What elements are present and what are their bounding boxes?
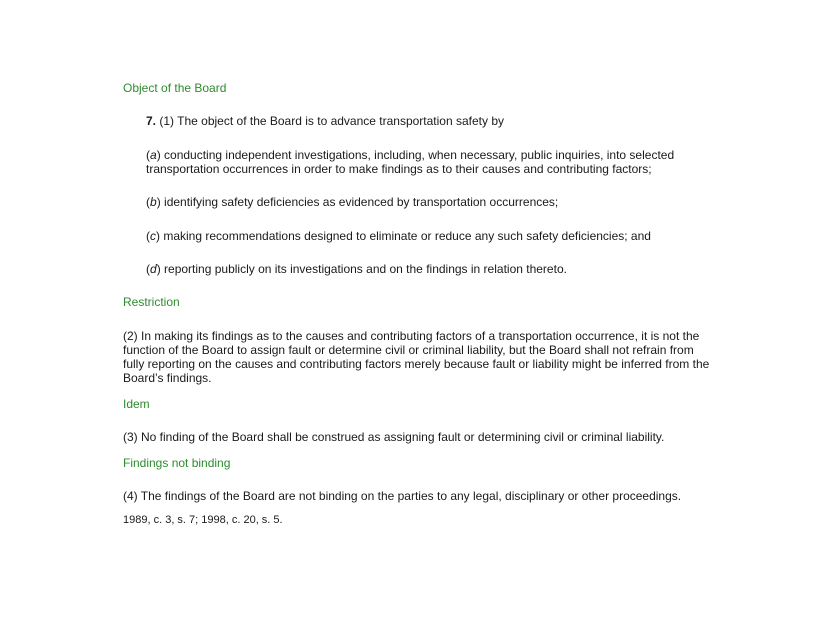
- subsection-4: (4) The findings of the Board are not binding on the parties to any legal, disciplinary or other proceedings.: [123, 489, 682, 503]
- heading-restriction: Restriction: [123, 295, 180, 309]
- heading-idem: Idem: [123, 397, 150, 411]
- subsection-1-text: The object of the Board is to advance transportation safety by: [177, 114, 505, 128]
- subsection-1-lead: [146, 114, 716, 128]
- paragraph-text: making recommendations designed to eliminate or reduce any such safety deficiencies; and: [163, 229, 651, 243]
- paragraph-text: identifying safety deficiencies as evidenced by transportation occurrences;: [164, 195, 559, 209]
- paragraph-a: (a) conducting independent investigations, including, when necessary, public inquiries, into selected transportation occurrences in order to make findings as to their causes and contributing factors;: [146, 148, 675, 176]
- paragraph-text: conducting independent investigations, including, when necessary, public inquiries, into selected transportation occurrences in order to make findings as to their causes and contributing factors;: [146, 148, 675, 176]
- heading-findings-not-binding: Findings not binding: [123, 456, 231, 470]
- paragraph-letter: b: [150, 195, 157, 209]
- subsection-number: (1): [159, 114, 175, 128]
- subsection-3: (3) No finding of the Board shall be construed as assigning fault or determining civil or criminal liability.: [123, 430, 665, 444]
- subsection-2: (2) In making its findings as to the causes and contributing factors of a transportation occurrence, it is not the function of the Board to assign fault or determine civil or criminal liability, but the Board shall not refrain from fully reporting on the causes and contributing factors merely because fault or liability might be inferred from the Board’s findings.: [123, 329, 710, 385]
- paragraph-c: (c) making recommendations designed to eliminate or reduce any such safety deficiencies; and: [146, 229, 651, 243]
- paragraph-letter: d: [150, 262, 157, 276]
- section-number: 7.: [146, 114, 157, 128]
- heading-object-of-board: Object of the Board: [123, 81, 227, 95]
- paragraph-b: (b) identifying safety deficiencies as evidenced by transportation occurrences;: [146, 195, 559, 209]
- paragraph-d: (d) reporting publicly on its investigations and on the findings in relation thereto.: [146, 262, 567, 276]
- paragraph-text: reporting publicly on its investigations and on the findings in relation thereto.: [164, 262, 567, 276]
- historical-citation: 1989, c. 3, s. 7; 1998, c. 20, s. 5.: [123, 514, 283, 526]
- paragraph-letter: c: [150, 229, 156, 243]
- paragraph-letter: a: [150, 148, 157, 162]
